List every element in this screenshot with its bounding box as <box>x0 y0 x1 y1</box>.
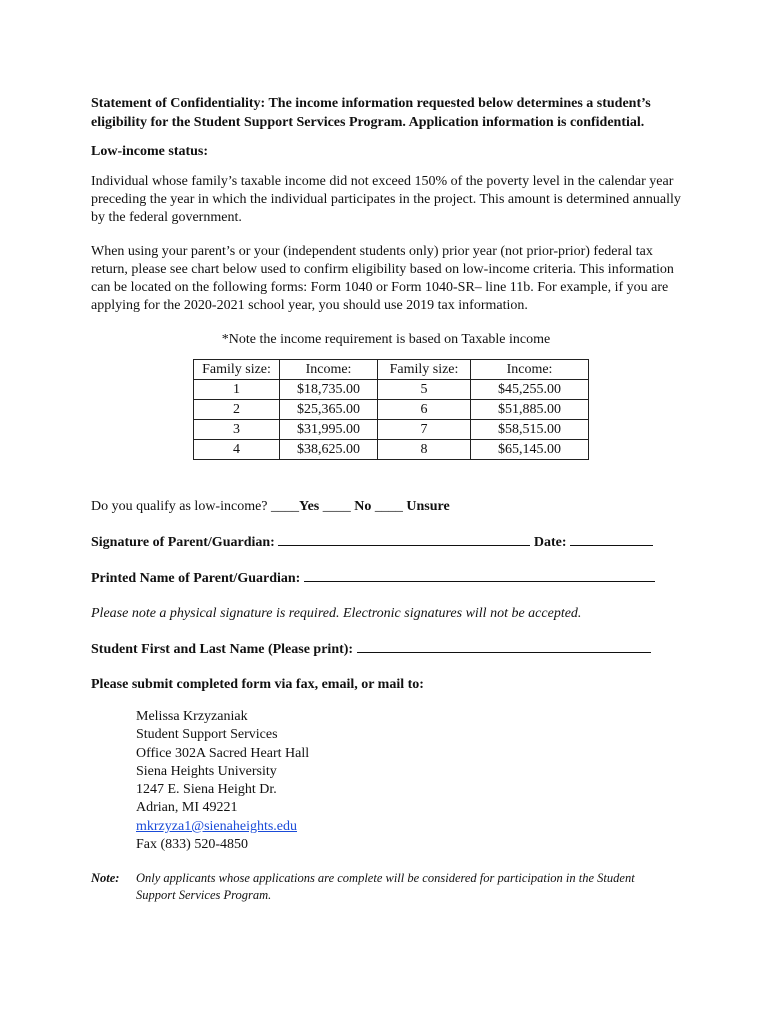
table-cell: $58,515.00 <box>471 420 589 440</box>
qualify-question-text: Do you qualify as low-income? ____ <box>91 499 300 514</box>
email-link[interactable]: mkrzyza1@sienaheights.edu <box>136 818 298 834</box>
table-cell: $31,995.00 <box>280 420 378 440</box>
table-row <box>194 400 589 420</box>
printed-name-label: Printed Name of Parent/Guardian: <box>91 571 301 586</box>
income-table <box>193 359 589 460</box>
address-office: Office 302A Sacred Heart Hall <box>136 745 310 761</box>
qualify-question <box>91 498 691 516</box>
mailing-address <box>136 708 691 854</box>
qualify-blank: ____ <box>319 499 355 514</box>
table-cell: $65,145.00 <box>471 440 589 460</box>
address-city: Adrian, MI 49221 <box>136 800 238 816</box>
signature-label: Signature of Parent/Guardian: <box>91 535 275 550</box>
table-cell: $38,625.00 <box>280 440 378 460</box>
header-family-size-2: Family size: <box>378 360 471 380</box>
date-field[interactable] <box>570 533 653 546</box>
physical-signature-note: Please note a physical signature is required. Electronic signatures will not be accepted. <box>91 606 582 621</box>
table-note: *Note the income requirement is based on Taxable income <box>221 332 551 347</box>
header-income-2: Income: <box>471 360 589 380</box>
form-page <box>91 94 691 904</box>
header-family-size-1: Family size: <box>194 360 280 380</box>
signature-row <box>91 533 691 552</box>
table-row <box>194 420 589 440</box>
qualify-no-option[interactable]: No <box>354 499 372 514</box>
printed-name-row <box>91 569 691 588</box>
table-cell: 3 <box>194 420 280 440</box>
table-header-row <box>194 360 589 380</box>
table-cell: $25,365.00 <box>280 400 378 420</box>
date-label: Date: <box>533 535 567 550</box>
final-note-label: Note: <box>91 871 120 886</box>
confidentiality-statement: Statement of Confidentiality: The income information requested below determines a student’s eligibility for the Student Support Services Program. Application information is confidential. <box>91 96 651 130</box>
low-income-definition: Individual whose family’s taxable income did not exceed 150% of the poverty level in the calendar year preceding the year in which the individual participates in the project. This amount is determined annually by the federal government. <box>91 174 681 225</box>
table-cell: $51,885.00 <box>471 400 589 420</box>
table-row <box>194 440 589 460</box>
address-name: Melissa Krzyzaniak <box>136 709 248 724</box>
qualify-blank: ____ <box>371 499 407 514</box>
address-street: 1247 E. Siena Height Dr. <box>136 782 277 798</box>
address-dept: Student Support Services <box>136 727 278 743</box>
table-cell: $45,255.00 <box>471 380 589 400</box>
submit-instructions: Please submit completed form via fax, email, or mail to: <box>91 677 424 692</box>
printed-name-field[interactable] <box>304 569 655 582</box>
address-fax: Fax (833) 520-4850 <box>136 837 248 853</box>
low-income-heading: Low-income status: <box>91 144 209 159</box>
tax-return-instructions: When using your parent’s or your (independent students only) prior year (not prior-prior) federal tax return, please see chart below used to confirm eligibility based on low-income criteria. This information can be located on the following forms: Form 1040 or Form 1040-SR– line 11b. For example, if you are applying for the 2020-2021 school year, you should use 2019 tax information. <box>91 244 674 313</box>
table-cell: 4 <box>194 440 280 460</box>
final-note <box>91 870 691 904</box>
student-name-field[interactable] <box>357 640 651 653</box>
table-cell: 1 <box>194 380 280 400</box>
table-cell: 7 <box>378 420 471 440</box>
qualify-yes-option[interactable]: Yes <box>299 499 320 514</box>
table-row <box>194 380 589 400</box>
qualify-unsure-option[interactable]: Unsure <box>406 499 450 514</box>
table-cell: 2 <box>194 400 280 420</box>
table-cell: $18,735.00 <box>280 380 378 400</box>
signature-field[interactable] <box>278 533 530 546</box>
table-cell: 5 <box>378 380 471 400</box>
table-cell: 8 <box>378 440 471 460</box>
address-university: Siena Heights University <box>136 763 277 779</box>
final-note-text: Only applicants whose applications are complete will be considered for participation in the Student Support Services Program. <box>136 871 635 903</box>
table-cell: 6 <box>378 400 471 420</box>
header-income-1: Income: <box>280 360 378 380</box>
student-name-row <box>91 640 691 659</box>
student-name-label: Student First and Last Name (Please print): <box>91 642 354 657</box>
